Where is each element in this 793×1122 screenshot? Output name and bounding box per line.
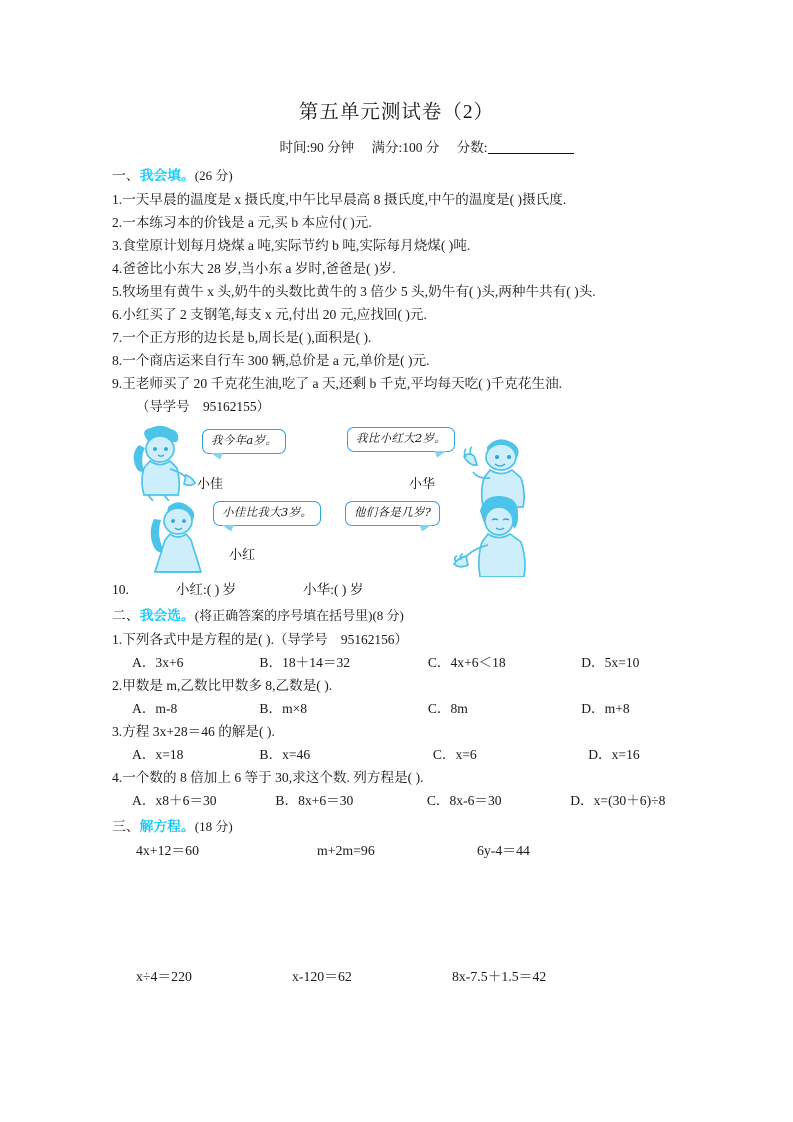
section-3-number: 三、	[112, 818, 140, 834]
equation-5: x-120＝62	[292, 968, 352, 984]
fill-question-1: 1.一天早晨的温度是 x 摄氏度,中午比早晨高 8 摄氏度,中午的温度是( )摄氏度.	[112, 192, 567, 207]
option-4-a[interactable]: A．x8＋6＝30	[132, 793, 217, 808]
section-1-number: 一、	[112, 168, 140, 183]
answer-space-1[interactable]	[112, 862, 737, 966]
option-4-b[interactable]: B．8x+6＝30	[275, 793, 354, 808]
section-1-name: 我会填。	[139, 168, 195, 183]
character-teacher-figure	[452, 493, 538, 577]
fill-question-6: 6.小红买了 2 支钢笔,每支 x 元,付出 20 元,应找回( )元.	[112, 307, 427, 322]
choice-question-1-options	[112, 652, 737, 674]
option-4-d[interactable]: D．x=(30＋6)÷8	[570, 793, 666, 808]
fill-question-3: 3.食堂原计划每月烧煤 a 吨,实际节约 b 吨,实际每月烧煤( )吨.	[112, 238, 471, 253]
question-10-number: 10.	[112, 582, 129, 597]
option-2-d[interactable]: D．m+8	[581, 701, 630, 716]
choice-question-2-options	[112, 698, 737, 720]
fill-question-9: 9.王老师买了 20 千克花生油,吃了 a 天,还剩 b 千克,平均每天吃( )千克花生油.	[112, 376, 563, 391]
option-2-c[interactable]: C．8m	[427, 701, 468, 716]
choice-question-3-options	[112, 744, 737, 766]
option-1-b[interactable]: B．18＋14＝32	[259, 655, 351, 670]
question-10-part-a: 小红:( ) 岁	[175, 582, 237, 597]
option-1-d[interactable]: D．5x=10	[581, 655, 640, 670]
option-4-c[interactable]: C．8x-6＝30	[426, 793, 502, 808]
section-2-heading	[112, 605, 737, 627]
choice-question-3-stem: 3.方程 3x+28＝46 的解是( ).	[112, 724, 275, 739]
speech-bubble-xiaojia: 我今年a岁。	[202, 429, 286, 454]
fill-question-5: 5.牧场里有黄牛 x 头,奶牛的头数比黄牛的 3 倍少 5 头,奶牛有( )头,两种牛共有( )头.	[112, 284, 596, 299]
speech-bubble-xiaohong: 小佳比我大3岁。	[213, 501, 321, 526]
page-title: 第五单元测试卷（2）	[298, 102, 495, 123]
equation-row-2	[112, 966, 737, 988]
fill-question-2: 2.一本练习本的价钱是 a 元,买 b 本应付( )元.	[112, 215, 372, 230]
character-label-xiaohong: 小红	[229, 547, 256, 562]
choice-question-4-options	[112, 790, 737, 812]
equation-6: 8x-7.5＋1.5＝42	[452, 968, 547, 984]
equation-row-1	[112, 840, 737, 862]
character-label-xiaojia: 小佳	[197, 476, 224, 491]
option-1-c[interactable]: C．4x+6＜18	[427, 655, 506, 670]
question-10-part-b: 小华:( ) 岁	[303, 582, 364, 597]
guide-number-2: （导学号 95162156）	[273, 632, 408, 647]
guide-number-1: （导学号 95162155）	[136, 399, 270, 414]
section-3-heading	[112, 816, 737, 838]
equation-1: 4x+12＝60	[136, 842, 199, 858]
section-2-points: (8 分)	[372, 608, 404, 623]
fill-question-8: 8.一个商店运来自行车 300 辆,总价是 a 元,单价是( )元.	[112, 353, 430, 368]
section-2-instruction: (将正确答案的序号填在括号里)	[194, 608, 373, 623]
option-3-d[interactable]: D．x=16	[588, 747, 640, 762]
fill-question-4: 4.爸爸比小东大 28 岁,当小东 a 岁时,爸爸是( )岁.	[112, 261, 396, 276]
speech-bubble-teacher: 他们各是几岁?	[345, 501, 440, 526]
character-xiaojia-figure	[126, 425, 198, 501]
section-3-points: (18 分)	[194, 818, 233, 834]
option-3-a[interactable]: A．x=18	[132, 747, 184, 762]
full-mark-label: 满分:100 分	[371, 140, 440, 155]
section-2-name: 我会选。	[139, 608, 195, 623]
choice-question-4-stem: 4.一个数的 8 倍加上 6 等于 30,求这个数. 列方程是( ).	[112, 770, 424, 785]
time-label: 时间:90 分钟	[279, 140, 355, 155]
option-3-c[interactable]: C．x=6	[432, 747, 477, 762]
fill-question-7: 7.一个正方形的边长是 b,周长是( ),面积是( ).	[112, 330, 372, 345]
equation-2: m+2m=96	[317, 842, 375, 858]
section-3-name: 解方程。	[139, 818, 195, 834]
character-xiaohong-figure	[140, 497, 218, 575]
equation-3: 6y-4＝44	[477, 842, 530, 858]
answer-space-2[interactable]	[112, 988, 737, 1028]
option-2-b[interactable]: B．m×8	[259, 701, 308, 716]
fill-question-10	[112, 579, 737, 601]
option-1-a[interactable]: A．3x+6	[132, 655, 184, 670]
option-3-b[interactable]: B．x=46	[259, 747, 311, 762]
equation-4: x÷4＝220	[136, 968, 192, 984]
section-1-points: (26 分)	[194, 168, 233, 183]
speech-bubble-xiaohua: 我比小红大2岁。	[347, 427, 455, 452]
character-label-xiaohua: 小华	[409, 476, 436, 491]
section-2-number: 二、	[112, 608, 140, 623]
exam-meta	[0, 136, 793, 156]
choice-question-2-stem: 2.甲数是 m,乙数比甲数多 8,乙数是( ).	[112, 678, 333, 693]
option-2-a[interactable]: A．m-8	[132, 701, 178, 716]
choice-question-1-text: 1.下列各式中是方程的是( ).	[112, 632, 274, 647]
choice-question-1-stem	[112, 629, 737, 651]
section-1-heading	[112, 165, 737, 187]
score-blank-rule[interactable]	[488, 153, 574, 154]
score-label: 分数:	[456, 140, 488, 155]
illustration-block	[112, 419, 737, 577]
